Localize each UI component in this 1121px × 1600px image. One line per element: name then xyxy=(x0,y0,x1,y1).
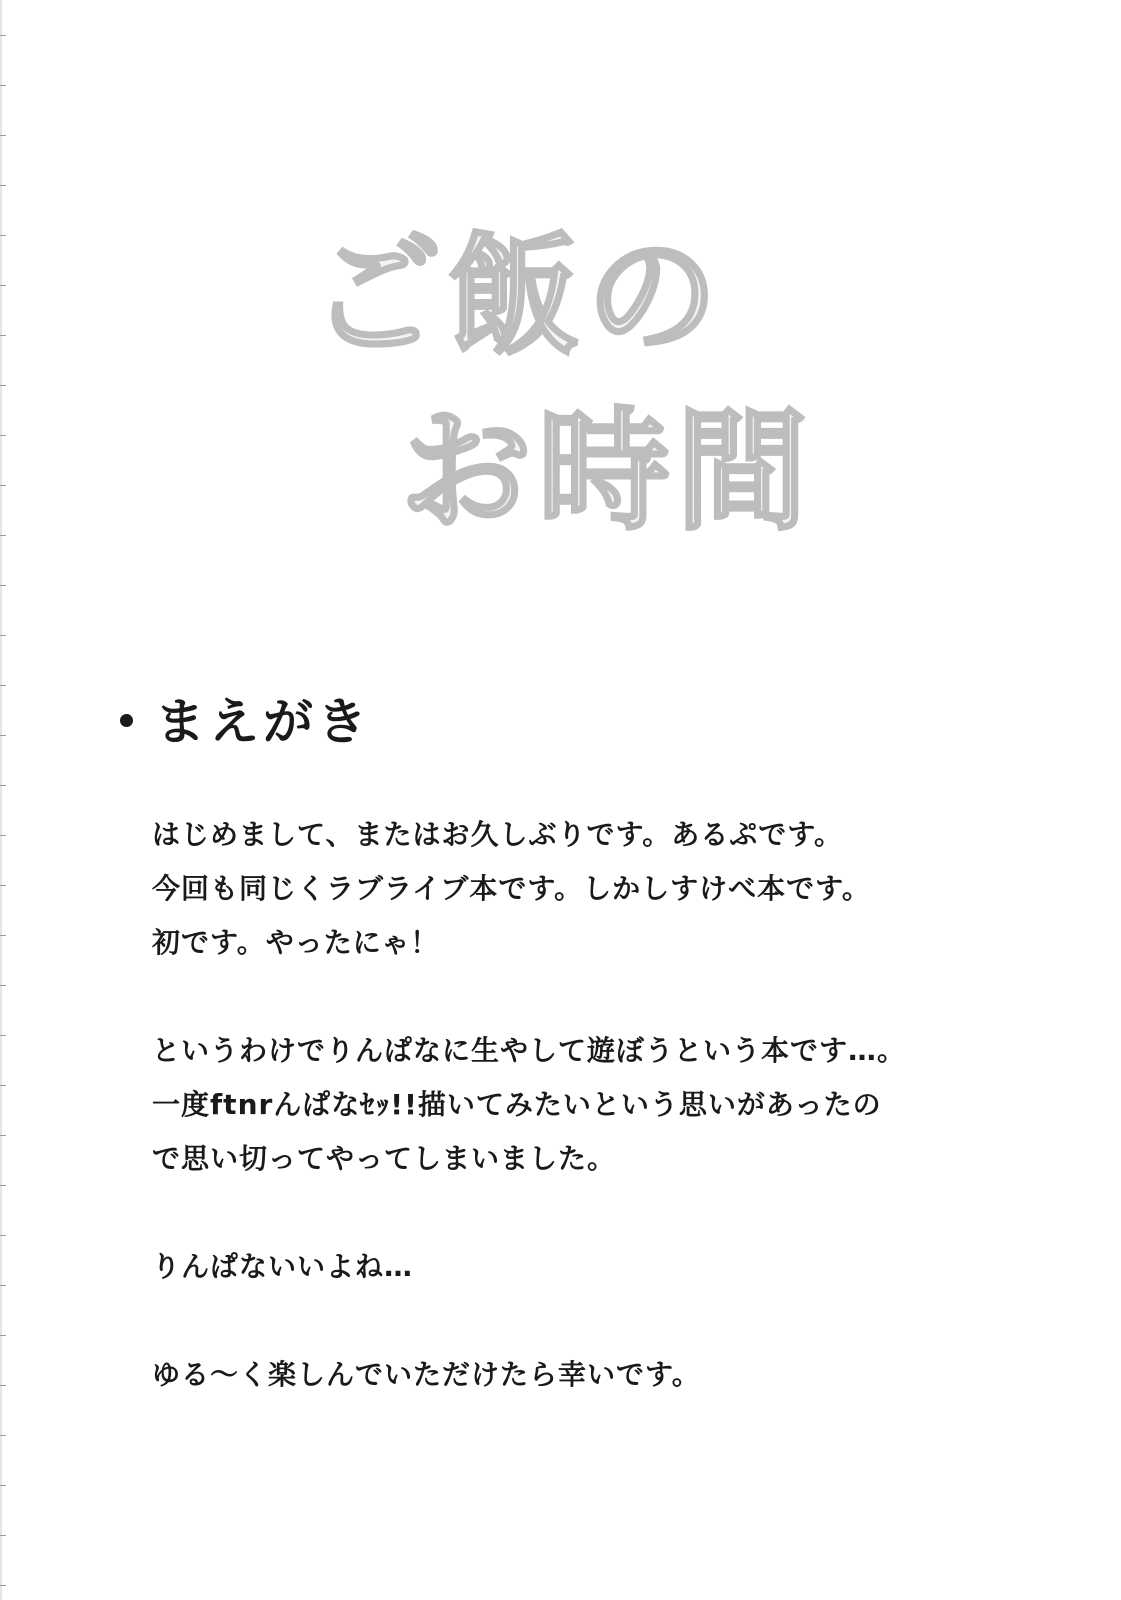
edge-tick xyxy=(0,1385,6,1386)
edge-tick xyxy=(0,1435,6,1436)
edge-tick xyxy=(0,685,6,686)
edge-tick xyxy=(0,1235,6,1236)
edge-tick xyxy=(0,935,6,936)
edge-tick xyxy=(0,235,6,236)
body-line: ゆる～く楽しんでいただけたら幸いです。 xyxy=(152,1358,701,1391)
body-line: はじめまして、またはお久しぶりです。あるぷです。 xyxy=(152,818,843,851)
edge-tick xyxy=(0,585,6,586)
section-heading: まえがき xyxy=(155,693,371,751)
edge-tick xyxy=(0,285,6,286)
page-edge xyxy=(0,0,2,1600)
edge-tick xyxy=(0,1285,6,1286)
edge-tick xyxy=(0,835,6,836)
edge-tick xyxy=(0,985,6,986)
edge-tick xyxy=(0,485,6,486)
body-line: りんぱないいよね… xyxy=(152,1250,414,1283)
edge-tick xyxy=(0,735,6,736)
edge-tick xyxy=(0,535,6,536)
edge-tick xyxy=(0,1185,6,1186)
edge-tick xyxy=(0,135,6,136)
title-line-2: お時間 xyxy=(400,395,814,549)
edge-tick xyxy=(0,335,6,336)
body-line: というわけでりんぱなに生やして遊ぼうという本です…。 xyxy=(152,1034,907,1067)
body-line: 今回も同じくラブライブ本です。しかしすけべ本です。 xyxy=(152,872,871,905)
edge-tick xyxy=(0,1485,6,1486)
edge-tick xyxy=(0,1085,6,1086)
edge-tick xyxy=(0,635,6,636)
section-header xyxy=(120,682,371,754)
edge-tick xyxy=(0,385,6,386)
edge-tick xyxy=(0,85,6,86)
body-line: 一度ftnrんぱなｾｯ!!描いてみたいという思いがあったの xyxy=(152,1088,882,1121)
body-line: 初です。やったにゃ！ xyxy=(152,926,440,959)
edge-tick xyxy=(0,1585,6,1586)
page-title xyxy=(300,222,860,562)
edge-tick xyxy=(0,1035,6,1036)
edge-tick xyxy=(0,1135,6,1136)
edge-tick xyxy=(0,1535,6,1536)
body-text xyxy=(152,808,1082,1402)
edge-tick xyxy=(0,1335,6,1336)
edge-tick xyxy=(0,185,6,186)
edge-tick xyxy=(0,885,6,886)
body-line: で思い切ってやってしまいました。 xyxy=(152,1142,617,1175)
edge-tick xyxy=(0,35,6,36)
edge-tick xyxy=(0,435,6,436)
edge-tick xyxy=(0,785,6,786)
title-line-1: ご飯の xyxy=(310,220,724,374)
bullet-icon xyxy=(120,714,133,727)
